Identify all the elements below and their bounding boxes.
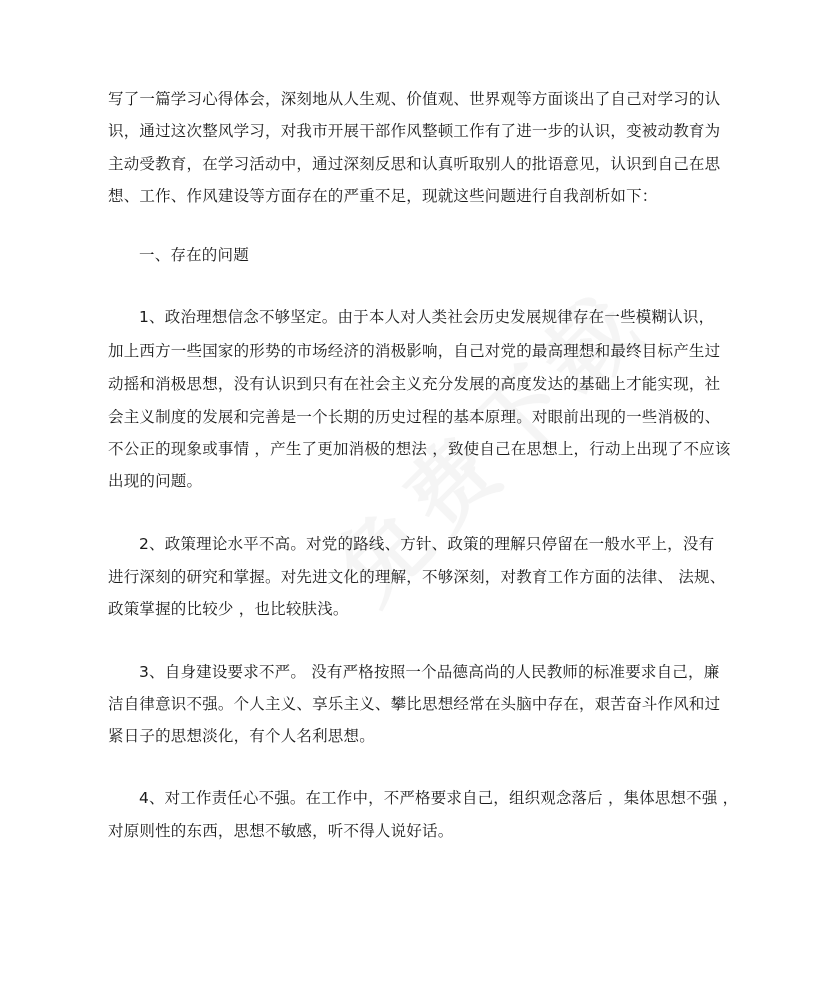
text-line: 识，通过这次整风学习，对我市开展干部作风整顿工作有了进一步的认识，变被动教育为: [108, 122, 721, 140]
text-line: 加上西方一些国家的形势的市场经济的消极影响，自己对党的最高理想和最终目标产生过: [108, 342, 721, 360]
text-line: 进行深刻的研究和掌握。对先进文化的理解，不够深刻，对教育工作方面的法律、 法规、: [108, 568, 726, 586]
text-line: 出现的问题。: [108, 472, 203, 490]
text-line: 3、自身建设要求不严。 没有严格按照一个品德高尚的人民教师的标准要求自己，廉: [139, 663, 720, 681]
heading-text: 一、存在的问题: [139, 246, 249, 264]
text-line: 不公正的现象或事情 ，产生了更加消极的想法 ，致使自己在思想上，行动上出现了不应该: [108, 440, 731, 458]
text-line: 对原则性的东西，思想不敏感，听不得人说好话。: [108, 822, 454, 840]
text-line: 洁自律意识不强。个人主义、享乐主义、攀比思想经常在头脑中存在，艰苦奋斗作风和过: [108, 695, 721, 713]
text-line: 动摇和消极思想，没有认识到只有在社会主义充分发展的高度发达的基础上才能实现，社: [108, 375, 721, 393]
text-line: 会主义制度的发展和完善是一个长期的历史过程的基本原理。对眼前出现的一些消极的、: [108, 408, 721, 426]
text-line: 紧日子的思想淡化，有个人名利思想。: [108, 727, 375, 745]
text-line: 想、工作、作风建设等方面存在的严重不足，现就这些问题进行自我剖析如下：: [108, 187, 658, 205]
text-line: 1、政治理想信念不够坚定。由于本人对人类社会历史发展规律存在一些模糊认识，: [139, 308, 715, 326]
text-line: 写了一篇学习心得体会，深刻地从人生观、价值观、世界观等方面谈出了自己对学习的认: [108, 90, 721, 108]
text-line: 政策掌握的比较少 ，也比较肤浅。: [108, 600, 349, 618]
text-line: 主动受教育，在学习活动中，通过深刻反思和认真听取别人的批语意见，认识到自己在思: [108, 155, 721, 173]
text-line: 4、对工作责任心不强。在工作中，不严格要求自己，组织观念落后 ，集体思想不强 ，: [139, 789, 739, 807]
text-line: 2、政策理论水平不高。对党的路线、方针、政策的理解只停留在一般水平上，没有: [139, 535, 715, 553]
